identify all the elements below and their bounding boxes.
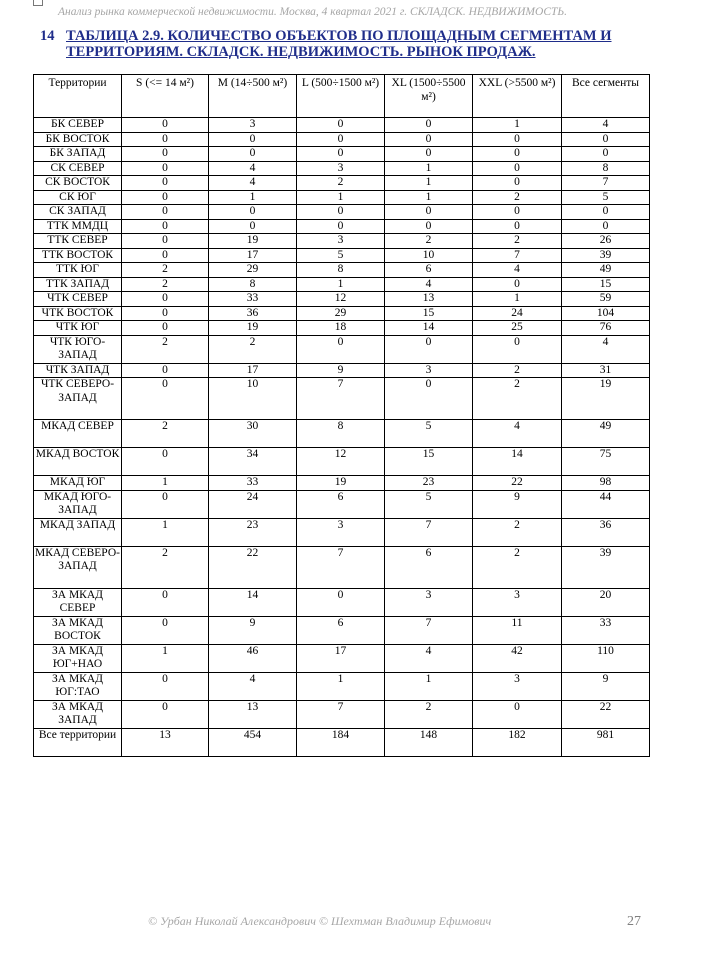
value-cell: 49 [562, 420, 650, 448]
value-cell: 0 [297, 335, 385, 363]
value-cell: 49 [562, 263, 650, 278]
value-cell: 0 [122, 616, 209, 644]
value-cell: 0 [122, 190, 209, 205]
table-row [34, 147, 650, 162]
value-cell: 4 [385, 644, 473, 672]
value-cell: 5 [562, 190, 650, 205]
value-cell: 0 [385, 378, 473, 420]
value-cell: 0 [385, 205, 473, 220]
column-header: Территории [34, 75, 122, 118]
value-cell: 110 [562, 644, 650, 672]
value-cell: 0 [122, 132, 209, 147]
value-cell: 4 [209, 161, 297, 176]
value-cell: 33 [209, 476, 297, 491]
table-row [34, 132, 650, 147]
territory-cell: БК ЗАПАД [34, 147, 122, 162]
table-row [34, 644, 650, 672]
value-cell: 5 [385, 490, 473, 518]
value-cell: 4 [209, 672, 297, 700]
value-cell: 0 [473, 147, 562, 162]
value-cell: 0 [122, 306, 209, 321]
value-cell: 1 [122, 476, 209, 491]
value-cell: 3 [297, 518, 385, 546]
data-table [33, 74, 650, 757]
value-cell: 24 [473, 306, 562, 321]
table-row [34, 420, 650, 448]
value-cell: 1 [473, 118, 562, 133]
table-row [34, 378, 650, 420]
value-cell: 42 [473, 644, 562, 672]
value-cell: 18 [297, 321, 385, 336]
territory-cell: ТТК ММДЦ [34, 219, 122, 234]
value-cell: 17 [209, 248, 297, 263]
value-cell: 0 [297, 588, 385, 616]
value-cell: 34 [209, 448, 297, 476]
column-header: L (500÷1500 м²) [297, 75, 385, 118]
territory-cell: БК ВОСТОК [34, 132, 122, 147]
value-cell: 2 [209, 335, 297, 363]
value-cell: 4 [473, 263, 562, 278]
table-row [34, 728, 650, 756]
value-cell: 0 [297, 205, 385, 220]
value-cell: 8 [209, 277, 297, 292]
table-row [34, 306, 650, 321]
value-cell: 31 [562, 363, 650, 378]
table-title[interactable]: ТАБЛИЦА 2.9. КОЛИЧЕСТВО ОБЪЕКТОВ ПО ПЛОЩАДНЫМ СЕГМЕНТАМ И ТЕРРИТОРИЯМ. СКЛАДСК. НЕДВИЖИМОСТЬ. РЫНОК ПРОДАЖ. [66, 28, 612, 60]
value-cell: 0 [473, 205, 562, 220]
value-cell: 7 [385, 616, 473, 644]
value-cell: 14 [473, 448, 562, 476]
value-cell: 2 [297, 176, 385, 191]
column-header: M (14÷500 м²) [209, 75, 297, 118]
page-number: 27 [627, 914, 641, 929]
value-cell: 24 [209, 490, 297, 518]
value-cell: 0 [122, 448, 209, 476]
territory-cell: ЗА МКАД ЮГ:ТАО [34, 672, 122, 700]
value-cell: 0 [297, 118, 385, 133]
value-cell: 2 [473, 190, 562, 205]
table-body [34, 118, 650, 757]
territory-cell: МКАД ЮГ [34, 476, 122, 491]
footer-copyright: © Урбан Николай Александрович © Шехтман Владимир Ефимович [148, 914, 492, 928]
table-row [34, 546, 650, 588]
table-row [34, 176, 650, 191]
value-cell: 2 [473, 518, 562, 546]
value-cell: 981 [562, 728, 650, 756]
territory-cell: ТТК ВОСТОК [34, 248, 122, 263]
value-cell: 0 [473, 277, 562, 292]
value-cell: 6 [297, 490, 385, 518]
value-cell: 98 [562, 476, 650, 491]
value-cell: 12 [297, 448, 385, 476]
value-cell: 0 [122, 672, 209, 700]
value-cell: 7 [297, 546, 385, 588]
value-cell: 7 [297, 378, 385, 420]
value-cell: 2 [122, 277, 209, 292]
territory-cell: СК ЮГ [34, 190, 122, 205]
value-cell: 36 [562, 518, 650, 546]
value-cell: 29 [209, 263, 297, 278]
territory-cell: МКАД ЗАПАД [34, 518, 122, 546]
territory-cell: ЧТК ЮГ [34, 321, 122, 336]
value-cell: 6 [385, 263, 473, 278]
value-cell: 59 [562, 292, 650, 307]
value-cell: 1 [297, 190, 385, 205]
table-row [34, 588, 650, 616]
value-cell: 10 [385, 248, 473, 263]
table-row [34, 700, 650, 728]
value-cell: 30 [209, 420, 297, 448]
value-cell: 0 [122, 363, 209, 378]
territory-cell: МКАД ВОСТОК [34, 448, 122, 476]
value-cell: 1 [122, 644, 209, 672]
column-header: XXL (>5500 м²) [473, 75, 562, 118]
value-cell: 6 [385, 546, 473, 588]
table-row [34, 190, 650, 205]
value-cell: 8 [562, 161, 650, 176]
table-header-row [34, 75, 650, 118]
territory-cell: ТТК СЕВЕР [34, 234, 122, 249]
value-cell: 0 [473, 335, 562, 363]
value-cell: 2 [473, 234, 562, 249]
value-cell: 0 [209, 132, 297, 147]
value-cell: 4 [385, 277, 473, 292]
territory-cell: ЗА МКАД ЮГ+НАО [34, 644, 122, 672]
value-cell: 148 [385, 728, 473, 756]
value-cell: 7 [562, 176, 650, 191]
value-cell: 2 [122, 335, 209, 363]
value-cell: 76 [562, 321, 650, 336]
table-row [34, 292, 650, 307]
value-cell: 0 [209, 205, 297, 220]
column-header: S (<= 14 м²) [122, 75, 209, 118]
value-cell: 17 [209, 363, 297, 378]
value-cell: 0 [122, 292, 209, 307]
section-number: 14 [40, 28, 55, 44]
value-cell: 15 [385, 448, 473, 476]
value-cell: 9 [297, 363, 385, 378]
value-cell: 0 [297, 219, 385, 234]
value-cell: 17 [297, 644, 385, 672]
value-cell: 19 [209, 234, 297, 249]
value-cell: 182 [473, 728, 562, 756]
table-row [34, 363, 650, 378]
territory-cell: СК СЕВЕР [34, 161, 122, 176]
value-cell: 29 [297, 306, 385, 321]
value-cell: 0 [473, 132, 562, 147]
territory-cell: ЧТК ЮГО-ЗАПАД [34, 335, 122, 363]
territory-cell: ЧТК СЕВЕРО-ЗАПАД [34, 378, 122, 420]
table-row [34, 205, 650, 220]
value-cell: 0 [473, 176, 562, 191]
value-cell: 44 [562, 490, 650, 518]
value-cell: 2 [473, 378, 562, 420]
territory-cell: Все территории [34, 728, 122, 756]
value-cell: 7 [297, 700, 385, 728]
value-cell: 11 [473, 616, 562, 644]
value-cell: 0 [297, 147, 385, 162]
table-row [34, 448, 650, 476]
value-cell: 0 [385, 132, 473, 147]
value-cell: 10 [209, 378, 297, 420]
value-cell: 1 [209, 190, 297, 205]
value-cell: 22 [562, 700, 650, 728]
value-cell: 0 [562, 147, 650, 162]
value-cell: 3 [297, 161, 385, 176]
value-cell: 15 [562, 277, 650, 292]
value-cell: 0 [122, 700, 209, 728]
territory-cell: МКАД СЕВЕР [34, 420, 122, 448]
value-cell: 19 [297, 476, 385, 491]
value-cell: 9 [209, 616, 297, 644]
value-cell: 0 [122, 147, 209, 162]
value-cell: 1 [385, 672, 473, 700]
territory-cell: ЧТК СЕВЕР [34, 292, 122, 307]
value-cell: 0 [562, 205, 650, 220]
table-row [34, 518, 650, 546]
value-cell: 0 [209, 147, 297, 162]
table-row [34, 219, 650, 234]
value-cell: 4 [562, 118, 650, 133]
value-cell: 9 [473, 490, 562, 518]
territory-cell: ТТК ЗАПАД [34, 277, 122, 292]
value-cell: 46 [209, 644, 297, 672]
territory-cell: БК СЕВЕР [34, 118, 122, 133]
value-cell: 33 [209, 292, 297, 307]
value-cell: 0 [122, 490, 209, 518]
value-cell: 0 [122, 378, 209, 420]
value-cell: 0 [385, 219, 473, 234]
value-cell: 0 [122, 588, 209, 616]
value-cell: 2 [122, 546, 209, 588]
value-cell: 0 [122, 176, 209, 191]
value-cell: 3 [209, 118, 297, 133]
value-cell: 0 [562, 219, 650, 234]
value-cell: 6 [297, 616, 385, 644]
column-header: XL (1500÷5500 м²) [385, 75, 473, 118]
territory-cell: ЗА МКАД ВОСТОК [34, 616, 122, 644]
value-cell: 0 [297, 132, 385, 147]
value-cell: 19 [209, 321, 297, 336]
value-cell: 12 [297, 292, 385, 307]
value-cell: 0 [209, 219, 297, 234]
value-cell: 0 [473, 700, 562, 728]
value-cell: 39 [562, 248, 650, 263]
value-cell: 0 [385, 335, 473, 363]
value-cell: 104 [562, 306, 650, 321]
value-cell: 26 [562, 234, 650, 249]
territory-cell: ЗА МКАД ЗАПАД [34, 700, 122, 728]
territory-cell: МКАД СЕВЕРО-ЗАПАД [34, 546, 122, 588]
territory-cell: ТТК ЮГ [34, 263, 122, 278]
value-cell: 1 [385, 190, 473, 205]
value-cell: 7 [473, 248, 562, 263]
territory-cell: СК ВОСТОК [34, 176, 122, 191]
table-row [34, 248, 650, 263]
value-cell: 1 [297, 277, 385, 292]
value-cell: 454 [209, 728, 297, 756]
value-cell: 0 [562, 132, 650, 147]
value-cell: 3 [385, 363, 473, 378]
territory-cell: ЧТК ЗАПАД [34, 363, 122, 378]
value-cell: 13 [385, 292, 473, 307]
value-cell: 33 [562, 616, 650, 644]
table-row [34, 263, 650, 278]
value-cell: 5 [385, 420, 473, 448]
value-cell: 22 [473, 476, 562, 491]
value-cell: 4 [473, 420, 562, 448]
value-cell: 13 [209, 700, 297, 728]
value-cell: 2 [122, 263, 209, 278]
table-row [34, 616, 650, 644]
value-cell: 0 [122, 118, 209, 133]
corner-crop-mark [33, 0, 43, 6]
value-cell: 2 [473, 546, 562, 588]
value-cell: 14 [385, 321, 473, 336]
value-cell: 3 [297, 234, 385, 249]
value-cell: 19 [562, 378, 650, 420]
value-cell: 23 [385, 476, 473, 491]
value-cell: 2 [385, 700, 473, 728]
value-cell: 4 [209, 176, 297, 191]
value-cell: 2 [473, 363, 562, 378]
value-cell: 25 [473, 321, 562, 336]
value-cell: 1 [122, 518, 209, 546]
value-cell: 36 [209, 306, 297, 321]
value-cell: 4 [562, 335, 650, 363]
column-header: Все сегменты [562, 75, 650, 118]
table-row [34, 118, 650, 133]
value-cell: 0 [385, 118, 473, 133]
value-cell: 1 [385, 161, 473, 176]
value-cell: 0 [122, 321, 209, 336]
table-row [34, 476, 650, 491]
table-row [34, 335, 650, 363]
table-row [34, 234, 650, 249]
value-cell: 7 [385, 518, 473, 546]
value-cell: 2 [122, 420, 209, 448]
table-row [34, 277, 650, 292]
value-cell: 0 [122, 219, 209, 234]
territory-cell: СК ЗАПАД [34, 205, 122, 220]
value-cell: 8 [297, 420, 385, 448]
table-row [34, 321, 650, 336]
value-cell: 9 [562, 672, 650, 700]
value-cell: 3 [385, 588, 473, 616]
value-cell: 3 [473, 672, 562, 700]
value-cell: 0 [122, 205, 209, 220]
value-cell: 0 [473, 219, 562, 234]
table-row [34, 161, 650, 176]
value-cell: 0 [122, 248, 209, 263]
value-cell: 14 [209, 588, 297, 616]
value-cell: 23 [209, 518, 297, 546]
value-cell: 1 [297, 672, 385, 700]
value-cell: 75 [562, 448, 650, 476]
territory-cell: ЧТК ВОСТОК [34, 306, 122, 321]
value-cell: 13 [122, 728, 209, 756]
running-header: Анализ рынка коммерческой недвижимости. Москва, 4 квартал 2021 г. СКЛАДСК. НЕДВИЖИМОСТЬ. [58, 6, 568, 18]
value-cell: 1 [385, 176, 473, 191]
value-cell: 15 [385, 306, 473, 321]
value-cell: 39 [562, 546, 650, 588]
value-cell: 0 [122, 161, 209, 176]
value-cell: 2 [385, 234, 473, 249]
territory-cell: ЗА МКАД СЕВЕР [34, 588, 122, 616]
value-cell: 22 [209, 546, 297, 588]
value-cell: 0 [385, 147, 473, 162]
value-cell: 3 [473, 588, 562, 616]
table-row [34, 490, 650, 518]
value-cell: 8 [297, 263, 385, 278]
value-cell: 5 [297, 248, 385, 263]
value-cell: 0 [122, 234, 209, 249]
table-row [34, 672, 650, 700]
value-cell: 0 [473, 161, 562, 176]
value-cell: 20 [562, 588, 650, 616]
value-cell: 1 [473, 292, 562, 307]
value-cell: 184 [297, 728, 385, 756]
territory-cell: МКАД ЮГО-ЗАПАД [34, 490, 122, 518]
